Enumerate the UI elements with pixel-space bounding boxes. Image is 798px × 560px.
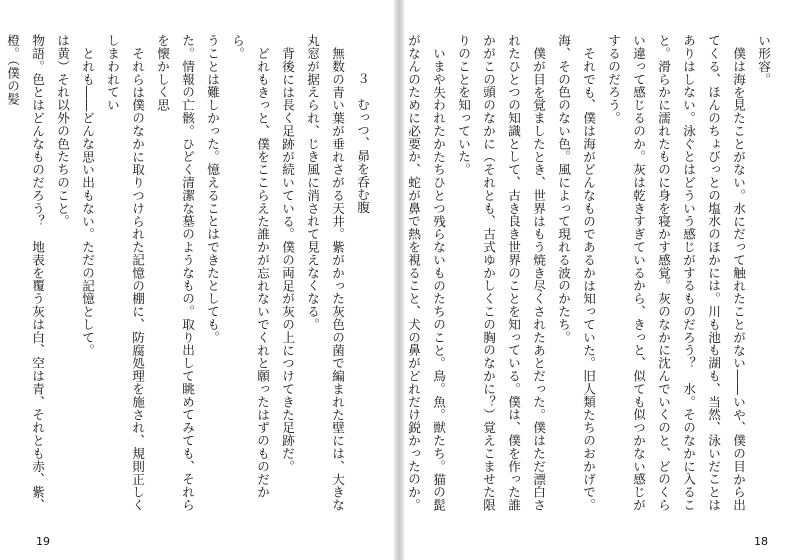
paragraph: いまや失われたかたちひとつ残らないものたちのこと。鳥。魚。獣たち。猫の髭がなんのために必要か、蛇が鼻で熱を視ること、犬の鼻がどれだけ鋭かったのか。 xyxy=(406,34,446,512)
paragraph: 物語。色とはどんなものだろう？ 地表を覆う灰は白、空は青、それとも赤、紫、橙。（僕の髪 xyxy=(5,34,45,512)
paragraph: 無数の青い葉が垂れさがる天井。紫がかった灰色の菌で編まれた壁には、大きな丸窓が据えられ、じき風に消されて見えなくなる。 xyxy=(305,34,345,511)
chapter-heading: ３ むっつ、昴を呑む腹 xyxy=(355,71,370,214)
paragraph: それらは僕のなかに取りつけられた記憶の棚に、防腐処理を施され、規則正しくしまわれてい xyxy=(105,34,145,511)
paragraph: とれも――どんな思い出もない。ただの記憶として。 xyxy=(80,46,95,357)
page-number: 18 xyxy=(754,535,768,548)
paragraph: た。情報の亡骸。ひどく清潔な墓のようなもの。取り出して眺めてみても、それらを懐かしく思 xyxy=(155,34,195,512)
right-page xyxy=(404,0,798,560)
paragraph: 僕は海を見たことがない。水にだって触れたことがない――いや、僕の目から出てくる、ほんのちょびっとの塩水のほかには。川も池も湖も、当然、泳いだことはありはしない。泳ぐとはどういう感じがするものだろう？ 水。そのなかに入ること。滑らかに濡れたものに身を寝かす感覚。灰のなかに沈んでいくのと、どのくらい違って感じるのか。灰は乾きすぎているから、きっと、似ても似つかない感じがするのだろう。 xyxy=(606,34,746,512)
paragraph: い形容。 xyxy=(756,34,771,86)
paragraph: 背後には長く足跡が続いている。僕の両足が灰の上につけてきた足跡だ。 xyxy=(280,46,295,473)
left-page xyxy=(0,0,394,560)
page-number: 19 xyxy=(36,535,50,548)
paragraph: 僕が目を覚ましたとき、世界はもう焼き尽くされたあとだった。僕はただ漂白されたひとつの知識として、古き良き世界のことを知っている。僕は、僕を作った誰かがこの頭のなかに（それとも、古式ゆかしくこの胸のなかに？）覚えこませた限りのことを知っていた。 xyxy=(456,34,546,512)
left-page-text xyxy=(5,34,375,520)
paragraph: は黄）それ以外の色たちのこと。 xyxy=(55,34,70,228)
paragraph: どれもきっと、僕をここらえた誰かが忘れないでくれと願ったはずのものだから。 xyxy=(230,34,270,499)
paragraph: うことは難しかった。憶えることはできたとしても。 xyxy=(205,34,220,344)
book-gutter xyxy=(394,0,404,560)
right-page-text xyxy=(406,34,776,520)
paragraph: それでも、僕は海がどんなものであるかは知っていた。旧人類たちのおかげで。海、その色のない色。風によって現れる波のかたち。 xyxy=(556,34,596,511)
